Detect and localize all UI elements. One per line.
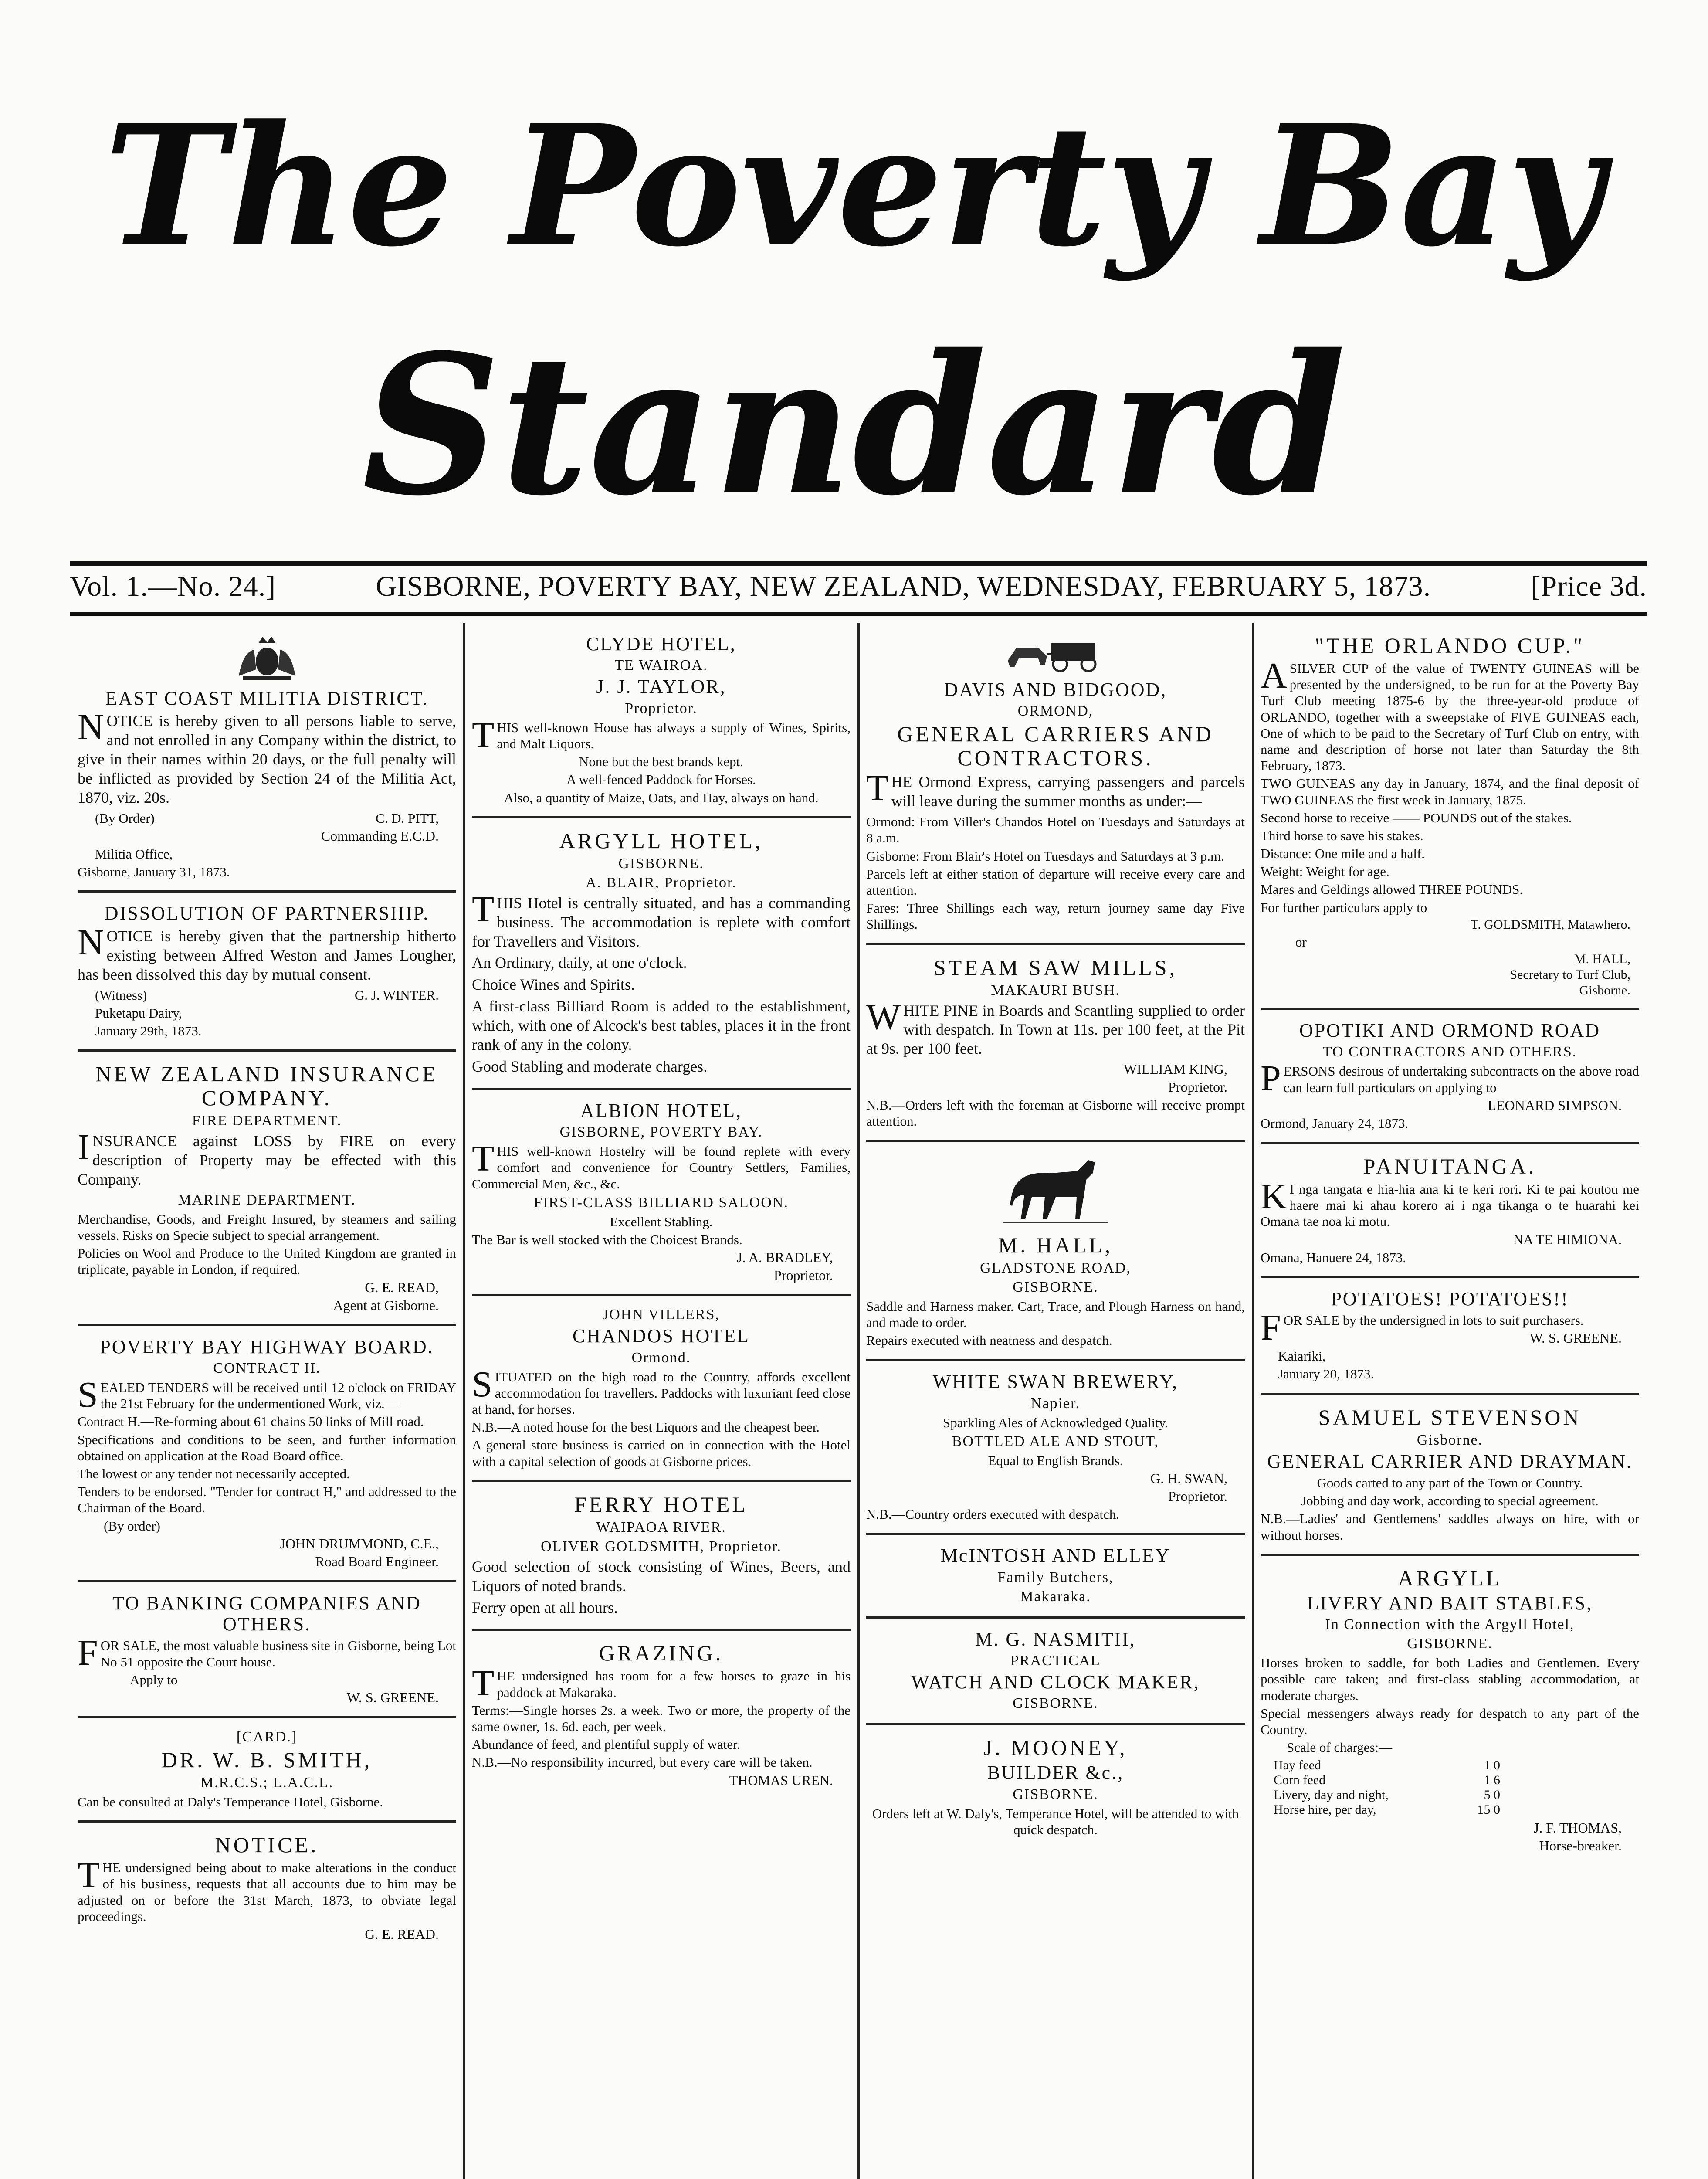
- specs: Specifications and conditions to be seen, and further information obtained on application at the Road Board office.: [78, 1432, 456, 1463]
- ad-body: Can be consulted at Daly's Temperance Hotel, Gisborne.: [78, 1794, 383, 1810]
- trade: GENERAL CARRIER AND DRAYMAN.: [1267, 1450, 1633, 1472]
- distance: Distance: One mile and a half.: [1261, 846, 1425, 862]
- connection: In Connection with the Argyll Hotel,: [1325, 1616, 1575, 1633]
- ad-body: NOTICE is hereby given to all persons liable to serve, and not enrolled in any Company within the district, to give in their names within 20 days, or the full penalty will be inflicted as provided by Section 24 of the Militia Act, 1870, viz. 20s.: [78, 707, 456, 807]
- price: [Price 3d.: [1531, 570, 1647, 602]
- rate-row: [1274, 1773, 1500, 1788]
- owner: A. BLAIR, Proprietor.: [585, 874, 737, 891]
- ad-body: FOR SALE, the most valuable business site in Gisborne, being Lot No 51 opposite the Court house.: [78, 1633, 456, 1673]
- section-head: MARINE DEPARTMENT.: [178, 1191, 356, 1208]
- rate-row: [1274, 1758, 1500, 1773]
- apply: Apply to: [130, 1672, 178, 1687]
- ad-notice: [78, 1823, 456, 1953]
- volume-number: Vol. 1.—No. 24.]: [70, 570, 276, 602]
- gisborne-schedule: Gisborne: From Blair's Hotel on Tuesdays and Saturdays at 3 p.m.: [866, 848, 1224, 864]
- ordinary: An Ordinary, daily, at one o'clock.: [472, 954, 687, 972]
- ad-title: McINTOSH AND ELLEY: [940, 1545, 1171, 1567]
- ad-body: FOR SALE by the undersigned in lots to suit purchasers.: [1261, 1307, 1584, 1348]
- hours: Ferry open at all hours.: [472, 1599, 618, 1616]
- ad-title: ALBION HOTEL,: [580, 1100, 742, 1121]
- endorse: Tenders to be endorsed. "Tender for contract H," and addressed to the Chairman of the Board.: [78, 1484, 456, 1516]
- place: Napier.: [1030, 1395, 1081, 1412]
- signer: LEONARD SIMPSON.: [1488, 1097, 1622, 1113]
- signer-place: Gisborne.: [1579, 983, 1630, 998]
- ad-body: THIS well-known House has always a supply of Wines, Spirits, and Malt Liquors.: [472, 714, 851, 755]
- ad-body: THIS Hotel is centrally situated, and has a commanding business. The accommodation is replete with comfort for Travellers and Visitors.: [472, 889, 851, 950]
- masthead-title-line1: The Poverty Bay: [104, 88, 1604, 283]
- column-3: [858, 623, 1253, 2179]
- place: WAIPAOA RIVER.: [596, 1519, 726, 1535]
- ad-title: M. HALL,: [998, 1232, 1113, 1257]
- ad-title: CHANDOS HOTEL: [573, 1325, 750, 1347]
- signer: W. S. GREENE.: [346, 1690, 439, 1706]
- ad-body: Policies on Wool and Produce to the United Kingdom are granted in triplicate, payable in London, if required.: [78, 1246, 456, 1277]
- signer: THOMAS UREN.: [729, 1772, 833, 1788]
- ad-panuitanga: [1261, 1144, 1639, 1278]
- rates-list: [1274, 1758, 1639, 1817]
- ad-body: NOTICE is hereby given that the partnership hitherto existing between Alfred Weston and James Lougher, has been dissolved this day by mutual consent.: [78, 922, 456, 983]
- signer: W. S. GREENE.: [1529, 1330, 1622, 1346]
- ad-highway-board: [78, 1326, 456, 1582]
- place: MAKAURI BUSH.: [991, 982, 1120, 998]
- rate-price: 15 0: [1477, 1802, 1500, 1817]
- place: ORMOND,: [1017, 703, 1094, 720]
- ad-body: PERSONS desirous of undertaking subcontracts on the above road can learn full particulars on applying to: [1261, 1058, 1639, 1099]
- ad-clyde-hotel: [472, 623, 851, 818]
- ad-body: WHITE PINE in Boards and Scantling supplied to order with despatch. In Town at 11s. per 100 feet, at the Pit at 9s. per 100 feet.: [866, 996, 1245, 1058]
- ad-opotiki-road: [1261, 1010, 1639, 1144]
- rate-price: 5 0: [1484, 1788, 1500, 1802]
- ad-title: OPOTIKI AND ORMOND ROAD: [1299, 1020, 1601, 1041]
- signer: T. GOLDSMITH, Matawhero.: [1471, 917, 1630, 932]
- ad-body: Saddle and Harness maker. Cart, Trace, and Plough Harness on hand, and made to order.: [866, 1298, 1245, 1330]
- ad-title: POTATOES! POTATOES!!: [1331, 1288, 1569, 1310]
- ad-title: "THE ORLANDO CUP.": [1315, 633, 1585, 658]
- ad-saw-mills: [866, 945, 1245, 1142]
- ad-orlando-cup: [1261, 623, 1639, 1010]
- ad-title: PANUITANGA.: [1363, 1154, 1537, 1178]
- columns: [70, 623, 1647, 2179]
- royal-coat-of-arms-icon: [78, 635, 456, 685]
- weight: Weight: Weight for age.: [1261, 864, 1389, 879]
- scale: Scale of charges:—: [1287, 1740, 1393, 1755]
- by-order: (By Order): [95, 810, 155, 826]
- practical: PRACTICAL: [1010, 1652, 1101, 1669]
- ad-title: STEAM SAW MILLS,: [933, 955, 1178, 980]
- owner: G. H. SWAN,: [1150, 1470, 1227, 1486]
- trade: BUILDER &c.,: [987, 1762, 1124, 1784]
- place: GISBORNE.: [1013, 1695, 1098, 1712]
- place: Makaraka.: [1020, 1588, 1091, 1605]
- rate-price: 1 6: [1484, 1773, 1500, 1788]
- ad-body: SITUATED on the high road to the Country, affords excellent accommodation for travellers. Paddocks with luxuriant feed close at hand, for horses.: [472, 1364, 851, 1417]
- subtitle: LIVERY AND BAIT STABLES,: [1307, 1592, 1593, 1614]
- column-1: [70, 623, 464, 2179]
- two-guineas: TWO GUINEAS any day in January, 1874, and the final deposit of TWO GUINEAS the first week in January, 1875.: [1261, 776, 1639, 808]
- ad-body: THE Ormond Express, carrying passengers and parcels will leave during the summer months as under:—: [866, 768, 1245, 810]
- signer-title: Horse-breaker.: [1539, 1838, 1622, 1854]
- date: Ormond, January 24, 1873.: [1261, 1115, 1409, 1131]
- ad-title: FERRY HOTEL: [574, 1492, 748, 1517]
- second-horse: Second horse to receive —— POUNDS out of the stakes.: [1261, 810, 1572, 825]
- date: Omana, Hanuere 24, 1873.: [1261, 1249, 1406, 1265]
- work: Contract H.—Re-forming about 61 chains 50 links of Mill road.: [78, 1414, 424, 1429]
- signature-row: [78, 810, 456, 826]
- signer: G. E. READ.: [365, 1926, 439, 1942]
- masthead-title-art: [0, 0, 1708, 553]
- ad-title: POVERTY BAY HIGHWAY BOARD.: [100, 1336, 434, 1358]
- mares: Mares and Geldings allowed THREE POUNDS.: [1261, 882, 1523, 897]
- signer-title: Commanding E.C.D.: [321, 828, 439, 844]
- trade: GENERAL CARRIERS AND CONTRACTORS.: [897, 722, 1214, 770]
- date: Gisborne, January 31, 1873.: [78, 864, 230, 880]
- rate-item: Hay feed: [1274, 1758, 1322, 1773]
- ad-chandos-hotel: [472, 1296, 851, 1482]
- trade: WATCH AND CLOCK MAKER,: [911, 1671, 1200, 1693]
- nb: N.B.—Ladies' and Gentlemens' saddles always on hire, with or without horses.: [1261, 1511, 1639, 1543]
- bar: The Bar is well stocked with the Choicest Brands.: [472, 1232, 742, 1248]
- ad-nasmith: [866, 1619, 1245, 1726]
- owner: WILLIAM KING,: [1123, 1061, 1227, 1077]
- signer: G. E. READ,: [365, 1279, 439, 1295]
- ad-militia: [78, 623, 456, 893]
- signature-row: [78, 987, 456, 1003]
- or: or: [1295, 934, 1307, 950]
- masthead: [0, 0, 1708, 553]
- maize: Also, a quantity of Maize, Oats, and Hay, always on hand.: [504, 790, 819, 805]
- place: Kaiariki,: [1278, 1348, 1326, 1364]
- place: GISBORNE, POVERTY BAY.: [559, 1124, 763, 1140]
- ad-title: WHITE SWAN BREWERY,: [932, 1371, 1179, 1393]
- ad-title: DR. W. B. SMITH,: [161, 1748, 373, 1772]
- date: January 29th, 1873.: [95, 1023, 202, 1039]
- ad-body: Goods carted to any part of the Town or Country.: [1317, 1475, 1583, 1491]
- ad-title: ARGYLL HOTEL,: [559, 828, 763, 853]
- ad-banking: [78, 1582, 456, 1718]
- ad-stevenson: [1261, 1395, 1639, 1556]
- ad-body: INSURANCE against LOSS by FIRE on every description of Property may be effected with this Company.: [78, 1127, 456, 1188]
- ad-dissolution: [78, 893, 456, 1052]
- ad-insurance: [78, 1052, 456, 1326]
- lowest: The lowest or any tender not necessarily accepted.: [78, 1466, 350, 1481]
- place: GISBORNE.: [618, 855, 704, 872]
- ormond-schedule: Ormond: From Viller's Chandos Hotel on Tuesdays and Saturdays at 8 a.m.: [866, 814, 1245, 846]
- ad-dr-smith: [78, 1718, 456, 1823]
- witness-name: G. J. WINTER.: [354, 987, 439, 1003]
- jobbing: Jobbing and day work, according to special agreement.: [1301, 1493, 1599, 1509]
- place: Puketapu Dairy,: [95, 1005, 182, 1021]
- ad-body: ASILVER CUP of the value of TWENTY GUINEAS will be presented by the undersigned, to be run for at the Poverty Bay Turf Club meeting 1875-6 by the three-year-old produce of ORLANDO, together with a sweepstake of FIVE GUINEAS each, One of which to be paid to the Secretary of Turf Club on entry, with name and description of horse not later than Saturday the 8th February, 1873.: [1261, 655, 1639, 774]
- horse-drawn-coach-icon: [866, 635, 1245, 676]
- owner-title: Proprietor.: [625, 700, 698, 716]
- ad-body: Good selection of stock consisting of Wines, Beers, and Liquors of noted brands.: [472, 1558, 851, 1595]
- ad-body: Merchandise, Goods, and Freight Insured, by steamers and sailing vessels. Risks on Specie subject to special arrangement.: [78, 1211, 456, 1243]
- owner-title: Proprietor.: [1168, 1488, 1227, 1504]
- town: GISBORNE.: [1013, 1279, 1098, 1295]
- third-horse: Third horse to save his stakes.: [1261, 828, 1423, 843]
- parcels: Parcels left at either station of departure will receive every care and attention.: [866, 866, 1245, 898]
- ad-potatoes: [1261, 1278, 1639, 1395]
- section-head: FIRE DEPARTMENT.: [192, 1113, 342, 1129]
- rate-row: [1274, 1802, 1500, 1817]
- ad-title: ARGYLL: [1398, 1565, 1502, 1590]
- brands: None but the best brands kept.: [579, 754, 744, 770]
- stabling: Good Stabling and moderate charges.: [472, 1057, 708, 1075]
- qualifications: M.R.C.S.; L.A.C.L.: [200, 1775, 334, 1791]
- ad-title: M. G. NASMITH,: [975, 1628, 1136, 1650]
- signer: M. HALL,: [1574, 952, 1630, 966]
- witness: (Witness): [95, 987, 147, 1003]
- dateline: [70, 561, 1647, 616]
- equal: Equal to English Brands.: [988, 1453, 1123, 1468]
- ad-title: EAST COAST MILITIA DISTRICT.: [105, 688, 429, 709]
- ad-title: DISSOLUTION OF PARTNERSHIP.: [104, 903, 430, 924]
- fares: Fares: Three Shillings each way, return journey same day Five Shillings.: [866, 900, 1245, 932]
- ad-butchers: [866, 1535, 1245, 1618]
- ad-grazing: [472, 1631, 851, 1799]
- place: Ormond.: [631, 1349, 691, 1366]
- column-4: [1253, 623, 1647, 2179]
- ad-ferry-hotel: [472, 1482, 851, 1631]
- place: Gisborne.: [1417, 1432, 1483, 1448]
- owner: J. A. BRADLEY,: [737, 1249, 833, 1266]
- ad-title: GRAZING.: [599, 1641, 724, 1666]
- ad-body: THIS well-known Hostelry will be found replete with every comfort and convenience for Country Settlers, Families, Commercial Men, &c., &c.: [472, 1138, 851, 1191]
- ad-title: DAVIS AND BIDGOOD,: [944, 679, 1167, 700]
- repairs: Repairs executed with neatness and despatch.: [866, 1332, 1112, 1348]
- rate-item: Horse hire, per day,: [1274, 1802, 1376, 1817]
- further: For further particulars apply to: [1261, 899, 1427, 915]
- rate-item: Livery, day and night,: [1274, 1788, 1389, 1802]
- owner-title: Proprietor.: [774, 1267, 833, 1283]
- nb: N.B.—Orders left with the foreman at Gisborne will receive prompt attention.: [866, 1097, 1245, 1129]
- office: Militia Office,: [95, 846, 173, 862]
- contract-head: CONTRACT H.: [213, 1360, 321, 1377]
- signer-title: Road Board Engineer.: [315, 1553, 439, 1569]
- ad-albion-hotel: [472, 1090, 851, 1296]
- place-and-date: GISBORNE, POVERTY BAY, NEW ZEALAND, WEDNESDAY, FEBRUARY 5, 1873.: [376, 570, 1431, 602]
- card-label: [CARD.]: [236, 1729, 298, 1745]
- terms: Terms:—Single horses 2s. a week. Two or more, the property of the same owner, 1s. 6d. each, per week.: [472, 1702, 851, 1734]
- ad-title: SAMUEL STEVENSON: [1318, 1405, 1582, 1429]
- saloon: FIRST-CLASS BILLIARD SALOON.: [534, 1194, 789, 1211]
- column-2: [464, 623, 858, 2179]
- billiard: A first-class Billiard Room is added to the establishment, which, with one of Alcock's best tables, places it in the front rank of any in the colony.: [472, 998, 851, 1054]
- ad-carriers: [866, 623, 1245, 945]
- ad-argyll-hotel: [472, 818, 851, 1090]
- signer: J. F. THOMAS,: [1533, 1820, 1622, 1836]
- wines: Choice Wines and Spirits.: [472, 976, 635, 994]
- rate-item: Corn feed: [1274, 1773, 1326, 1788]
- ad-title: J. MOONEY,: [983, 1735, 1128, 1760]
- rate-price: 1 0: [1484, 1758, 1500, 1773]
- place: TE WAIROA.: [614, 657, 708, 674]
- nb: N.B.—Country orders executed with despatch.: [866, 1506, 1120, 1522]
- owner-title: Proprietor.: [1168, 1079, 1227, 1095]
- ad-white-swan-brewery: [866, 1361, 1245, 1535]
- nb: N.B.—No responsibility incurred, but every care will be taken.: [472, 1755, 813, 1770]
- stabling: Excellent Stabling.: [610, 1214, 713, 1229]
- place: GLADSTONE ROAD,: [980, 1259, 1131, 1276]
- ad-body: KI nga tangata e hia-hia ana ki te keri rori. Ki te pai koutou me haere mai ki ahau korero ai i nga tikanga o te huarahi kei Omana tae noa ki motu.: [1261, 1176, 1639, 1229]
- nb: N.B.—A noted house for the best Liquors and the cheapest beer.: [472, 1419, 820, 1435]
- ad-body: THE undersigned has room for a few horses to graze in his paddock at Makaraka.: [472, 1663, 851, 1704]
- water: Abundance of feed, and plentiful supply of water.: [472, 1737, 740, 1752]
- ad-body: THE undersigned being about to make alterations in the conduct of his business, requests that all accounts due to him may be adjusted on or before the 31st March, 1873, to obviate legal proceedings.: [78, 1855, 456, 1924]
- ad-body: Horses broken to saddle, for both Ladies and Gentlemen. Every possible care taken; and first-class stabling accommodation, at moderate charges.: [1261, 1655, 1639, 1703]
- horse-icon: [866, 1154, 1245, 1230]
- place: GISBORNE.: [1407, 1636, 1493, 1652]
- rate-row: [1274, 1788, 1500, 1802]
- ad-title: TO BANKING COMPANIES AND OTHERS.: [112, 1592, 421, 1635]
- ad-body: SEALED TENDERS will be received until 12 o'clock on FRIDAY the 21st February for the undermentioned Work, viz.—: [78, 1375, 456, 1415]
- ad-argyll-stables: [1261, 1556, 1639, 1865]
- ad-m-hall: [866, 1142, 1245, 1361]
- bottled: BOTTLED ALE AND STOUT,: [952, 1433, 1159, 1449]
- ad-title: NEW ZEALAND INSURANCE COMPANY.: [95, 1062, 438, 1110]
- signer-title: Secretary to Turf Club,: [1510, 967, 1630, 982]
- special: Special messengers always ready for despatch to any part of the Country.: [1261, 1705, 1639, 1737]
- masthead-title-line2: Standard: [362, 312, 1346, 538]
- by-order: (By order): [104, 1518, 160, 1534]
- ad-body: Orders left at W. Daly's, Temperance Hotel, will be attended to with quick despatch.: [872, 1806, 1239, 1837]
- owner: JOHN VILLERS,: [602, 1307, 720, 1323]
- ad-title: CLYDE HOTEL,: [586, 633, 736, 655]
- ad-body: Sparkling Ales of Acknowledged Quality.: [942, 1415, 1169, 1430]
- trade: Family Butchers,: [997, 1569, 1114, 1585]
- subtitle: TO CONTRACTORS AND OTHERS.: [1322, 1044, 1577, 1060]
- signer: C. D. PITT,: [376, 810, 439, 826]
- paddock: A well-fenced Paddock for Horses.: [566, 772, 756, 787]
- owner: J. J. TAYLOR,: [596, 676, 726, 698]
- signer: NA TE HIMIONA.: [1513, 1231, 1622, 1247]
- signer: JOHN DRUMMOND, C.E.,: [280, 1535, 439, 1551]
- date: January 20, 1873.: [1278, 1366, 1374, 1382]
- owner: OLIVER GOLDSMITH, Proprietor.: [541, 1538, 782, 1554]
- ad-mooney: [866, 1725, 1245, 1848]
- signer-title: Agent at Gisborne.: [333, 1297, 439, 1313]
- store: A general store business is carried on in connection with the Hotel with a capital selection of goods at Gisborne prices.: [472, 1437, 851, 1469]
- ad-title: NOTICE.: [215, 1833, 319, 1857]
- place: GISBORNE.: [1013, 1786, 1098, 1802]
